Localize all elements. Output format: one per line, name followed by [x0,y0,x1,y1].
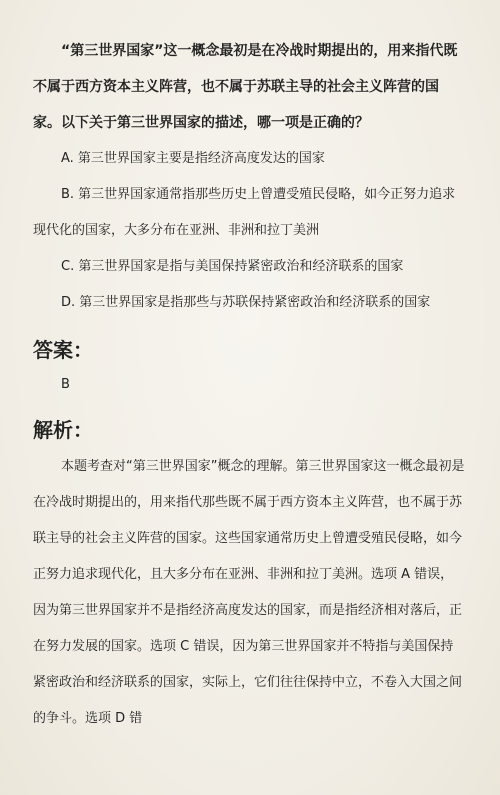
option-c: C. 第三世界国家是指与美国保持紧密政治和经济联系的国家 [61,259,404,274]
option-b: B. 第三世界国家通常指那些历史上曾遭受殖民侵略，如今正努力追求现代化的国家，大多分布在亚洲、非洲和拉丁美洲 [33,187,456,238]
option-a: A. 第三世界国家主要是指经济高度发达的国家 [61,151,325,166]
question-text: “第三世界国家”这一概念最初是在冷战时期提出的，用来指代既不属于西方资本主义阵营，也不属于苏联主导的社会主义阵营的国家。以下关于第三世界国家的描述，哪一项是正确的？ [33,43,458,131]
analysis-heading: 解析： [33,418,93,442]
document-content [33,33,465,737]
answer-heading: 答案： [33,338,93,362]
answer-value: B [61,377,70,392]
option-d: D. 第三世界国家是指那些与苏联保持紧密政治和经济联系的国家 [61,295,431,310]
analysis-text: 本题考查对“第三世界国家”概念的理解。第三世界国家这一概念最初是在冷战时期提出的，用来指代那些既不属于西方资本主义阵营，也不属于苏联主导的社会主义阵营的国家。这些国家通常历史上曾遭受殖民侵略，如今正努力追求现代化，且大多分布在亚洲、非洲和拉丁美洲。选项 A 错误，因为第三世界国家并不是指经济高度发达的国家，而是指经济相对落后，正在努力发展的国家。选项 C 错误，因为第三世界国家并不特指与美国保持紧密政治和经济联系的国家，实际上，它们往往保持中立，不卷入大国之间的争斗。选项 D 错 [33,459,465,726]
